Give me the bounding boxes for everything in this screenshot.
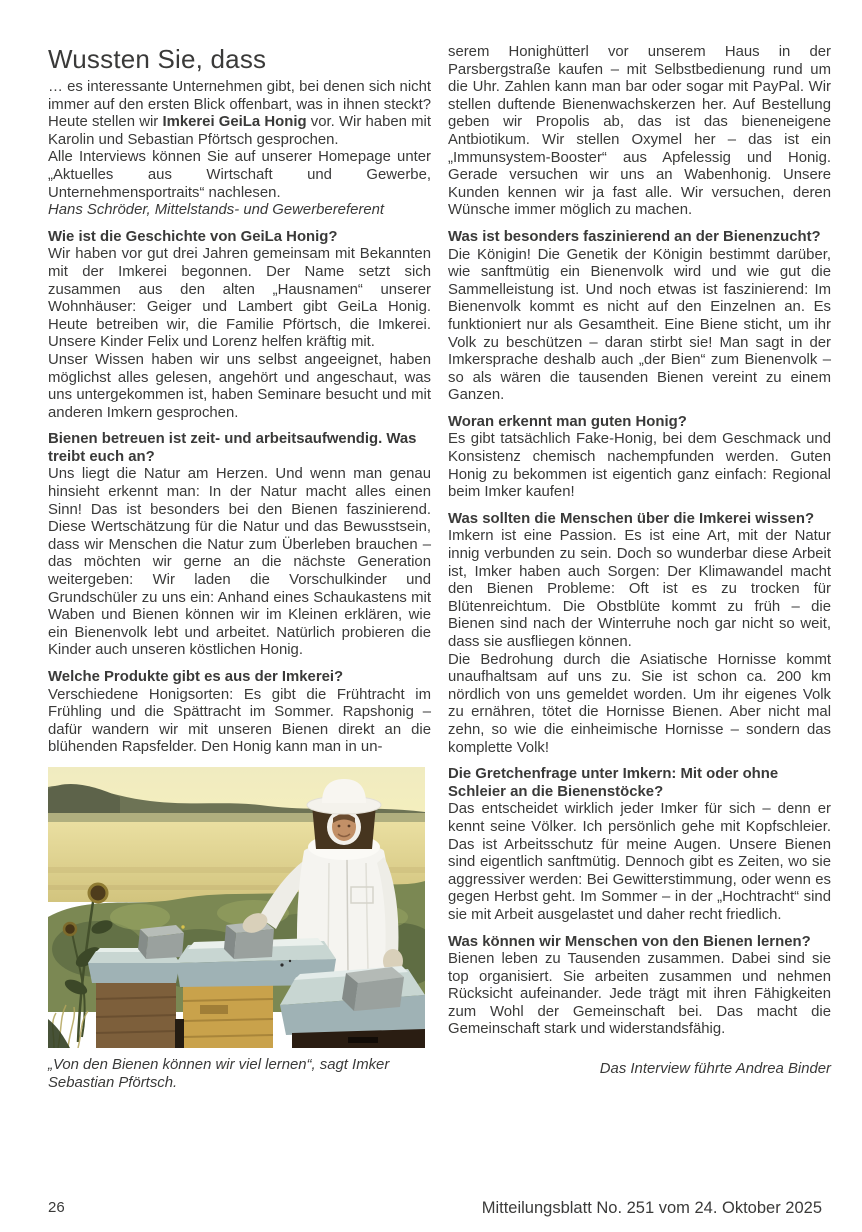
photo-caption: „Von den Bienen können wir viel lernen“, sagt Imker Sebastian Pförtsch. [48,1056,390,1091]
beekeeper-photo [48,767,425,1048]
photo-hive-left [88,948,180,1048]
question-schleier: Die Gretchenfrage unter Imkern: Mit oder ohne Schleier an die Bienenstöcke? [448,766,779,800]
answer-imkerei-wissen-p1: Imkern ist eine Passion. Es ist eine Art, mit der Natur innig verbunden zu sein. Doch so wunderbar diese Arbeit ist, Imker haben auch Sorgen: Der Klimawandel macht den Bienen Probleme: Oft ist es zu trocken für Blütenreichtum. Die Obstblüte kommt zu früh – die Bienen sind nach der Winterruhe noch gar nicht so weit, dass sie ausfliegen können. [448,528,831,650]
homepage-note-paragraph: Alle Interviews können Sie auf unserer Homepage unter „Aktuelles aus Wirtschaft und Gewerbe, Unternehmensportraits“ nachlesen. [48,149,431,201]
photo-bee [280,963,283,966]
photo-figure [48,767,431,1092]
answer-produkte-continued: serem Honighütterl vor unserem Haus in der Parsbergstraße kaufen – mit Selbstbedienung rund um die Uhr. Zahlen kann man bar oder sogar mit PayPal. Wir stellen duftende Bienenwachskerzen her. Auf Bestellung geben wir Propolis ab, das ist das bieneneigene Antbiotikum. Wir stellen Oxymel her – das ist ein „Immunsystem-Booster“ aus Apfelessig und Honig. Gerade versuchen wir uns an Wabenhonig. Unsere Kunden kennen wir ja fast alle. Wir versuchen, deren Wünsche immer möglich zu machen. [448,44,831,219]
left-column [48,44,431,1092]
page-number: 26 [48,1199,65,1216]
photo-flower [181,925,184,928]
answer-imkerei-wissen-p2: Die Bedrohung durch die Asiatische Hornisse kommt unaufhaltsam auf uns zu. Sie ist schon ca. 200 km nördlich von uns gemeldet worden. Um ihr eigenes Volk zu ernähren, tötet die Hornisse Bienen. Aber nicht mal zehn, so wie die einheimische Hornisse – sondern das komplette Volk! [448,651,831,756]
answer-geschichte-p2: Unser Wissen haben wir uns selbst angeeignet, haben möglichst alles gelesen, angehört und angeschaut, was uns untergekommen ist, haben Seminare besucht und mit anderen Imkern gesprochen. [48,351,431,421]
article-columns [48,44,831,1092]
question-imkerei-wissen: Was sollten die Menschen über die Imkerei wissen? [448,510,815,527]
intro-paragraph [48,79,431,149]
company-name-bold: Imkerei GeiLa Honig [162,114,307,131]
question-antrieb: Bienen betreuen ist zeit- und arbeitsaufwendig. Was treibt euch an? [48,431,417,465]
question-produkte: Welche Produkte gibt es aus der Imkerei? [48,669,344,685]
intro-text-after: vor. Wir haben mit Karolin und Sebastian Pförtsch gesprochen. [48,114,431,148]
question-bienenzucht: Was ist besonders faszinierend an der Bienenzucht? [448,228,821,245]
answer-bienenzucht: Die Königin! Die Genetik der Königin bestimmt darüber, wie sanftmütig ein Bienenvolk wird und wie gut die Sammelleistung ist. Und noch etwas ist faszinierend: Im Bienenvolk kommt es nicht auf den Einzelnen an. Es funktioniert nur als Gesamtheit. Eine Biene sticht, um ihr Volk zu beschützen – daran stirbt sie! Man sagt in der Imkersprache deshalb auch „der Bien“ zum Bienenvolk – so als wären die tausenden Bienen vereint zu einem Ganzen. [448,246,831,404]
question-lernen: Was können wir Menschen von den Bienen lernen? [448,933,811,950]
question-guter-honig: Woran erkennt man guten Honig? [448,413,687,430]
answer-guter-honig: Es gibt tatsächlich Fake-Honig, bei dem Geschmack und Konsistenz chemisch nachempfunden werden. Guten Honig zu bekommen ist eigentich ganz einfach: Regional beim Imker kaufen! [448,431,831,501]
photo-concrete-block-left [138,925,184,959]
photo-hive-gap-shadow [175,1019,184,1048]
photo-foreground-plant [48,1019,70,1048]
photo-bee [289,960,291,962]
right-column [448,44,831,1092]
photo-concrete-block-right [342,967,404,1011]
answer-produkte: Verschiedene Honigsorten: Es gibt die Frühtracht im Frühling und die Spättracht im Sommer. Rapshonig – dafür wandern wir mit unseren Bienen direkt an die blühenden Rapsfelder. Den Honig kann man in un- [48,686,431,756]
interview-credit: Das Interview führte Andrea Binder [599,1061,831,1078]
answer-geschichte-p1: Wir haben vor gut drei Jahren gemeinsam mit Bekannten mit der Imkerei begonnen. Der Name setzt sich zusammen aus den alten „Hausnamen“ unserer Wohnhäuser: Geiger und Lambert gibt GeiLa Honig. Heute betreiben wir, die Familie Pförtsch, die Imkerei. Unsere Kinder Felix und Lorenz helfen kräftig mit. [48,246,431,351]
answer-antrieb: Uns liegt die Natur am Herzen. Und wenn man genau hinsieht erkennt man: In der Natur macht alles einen Sinn! Das ist besonders bei den Bienen faszinierend. Diese Wertschätzung für die Natur und das Bewusstsein, dass wir Menschen die Natur zum Überleben brauchen – das möchten wir gerne an die nächste Generation weitergeben: Wir laden die Vorschulkinder und Grundschüler zu uns ein: Anhand eines Schaukastens mit Waben und Bienen können wir im Kleinen erklären, wie ein Bienenvolk lebt und arbeitet. Natürlich probieren die Kinder auch unseren köstlichen Honig. [48,466,431,659]
question-geschichte: Wie ist die Geschichte von GeiLa Honig? [48,228,338,245]
answer-schleier: Das entscheidet wirklich jeder Imker für sich – denn er kennt seine Völker. Ich persönlich gehe mit Kopfschleier. Das ist Arbeitsschutz für meine Augen. Unsere Bienen sind eigentlich sanftmütig. Dennoch gibt es Zeiten, wo sie aggressiver werden: Bei Gewitterstimmung, oder wenn es gegen Herbst geht. Im Sommer – in der „Hochtracht“ sind sie mit Arbeit ausgelastet und daher recht friedlich. [448,801,831,923]
photo-bush-light [110,904,170,930]
issue-info: Mitteilungsblatt No. 251 vom 24. Oktober 2025 [481,1199,822,1217]
byline: Hans Schröder, Mittelstands- und Gewerbereferent [48,202,385,219]
intro-text-before: … es interessante Unternehmen gibt, bei denen sich nicht immer auf den ersten Blick offenbart, was in ihnen steckt? Heute stellen wir [48,79,431,131]
article-title: Wussten Sie, dass [48,44,267,74]
answer-lernen: Bienen leben zu Tausenden zusammen. Dabei sind sie top organisiert. Sie arbeiten zusammen und nehmen Rücksicht aufeinander. Jede trägt mit ihren Fähigkeiten zum Wohl der Gemeinschaft bei. Das macht die Gemeinschaft stark und widerstandsfähig. [448,951,831,1038]
